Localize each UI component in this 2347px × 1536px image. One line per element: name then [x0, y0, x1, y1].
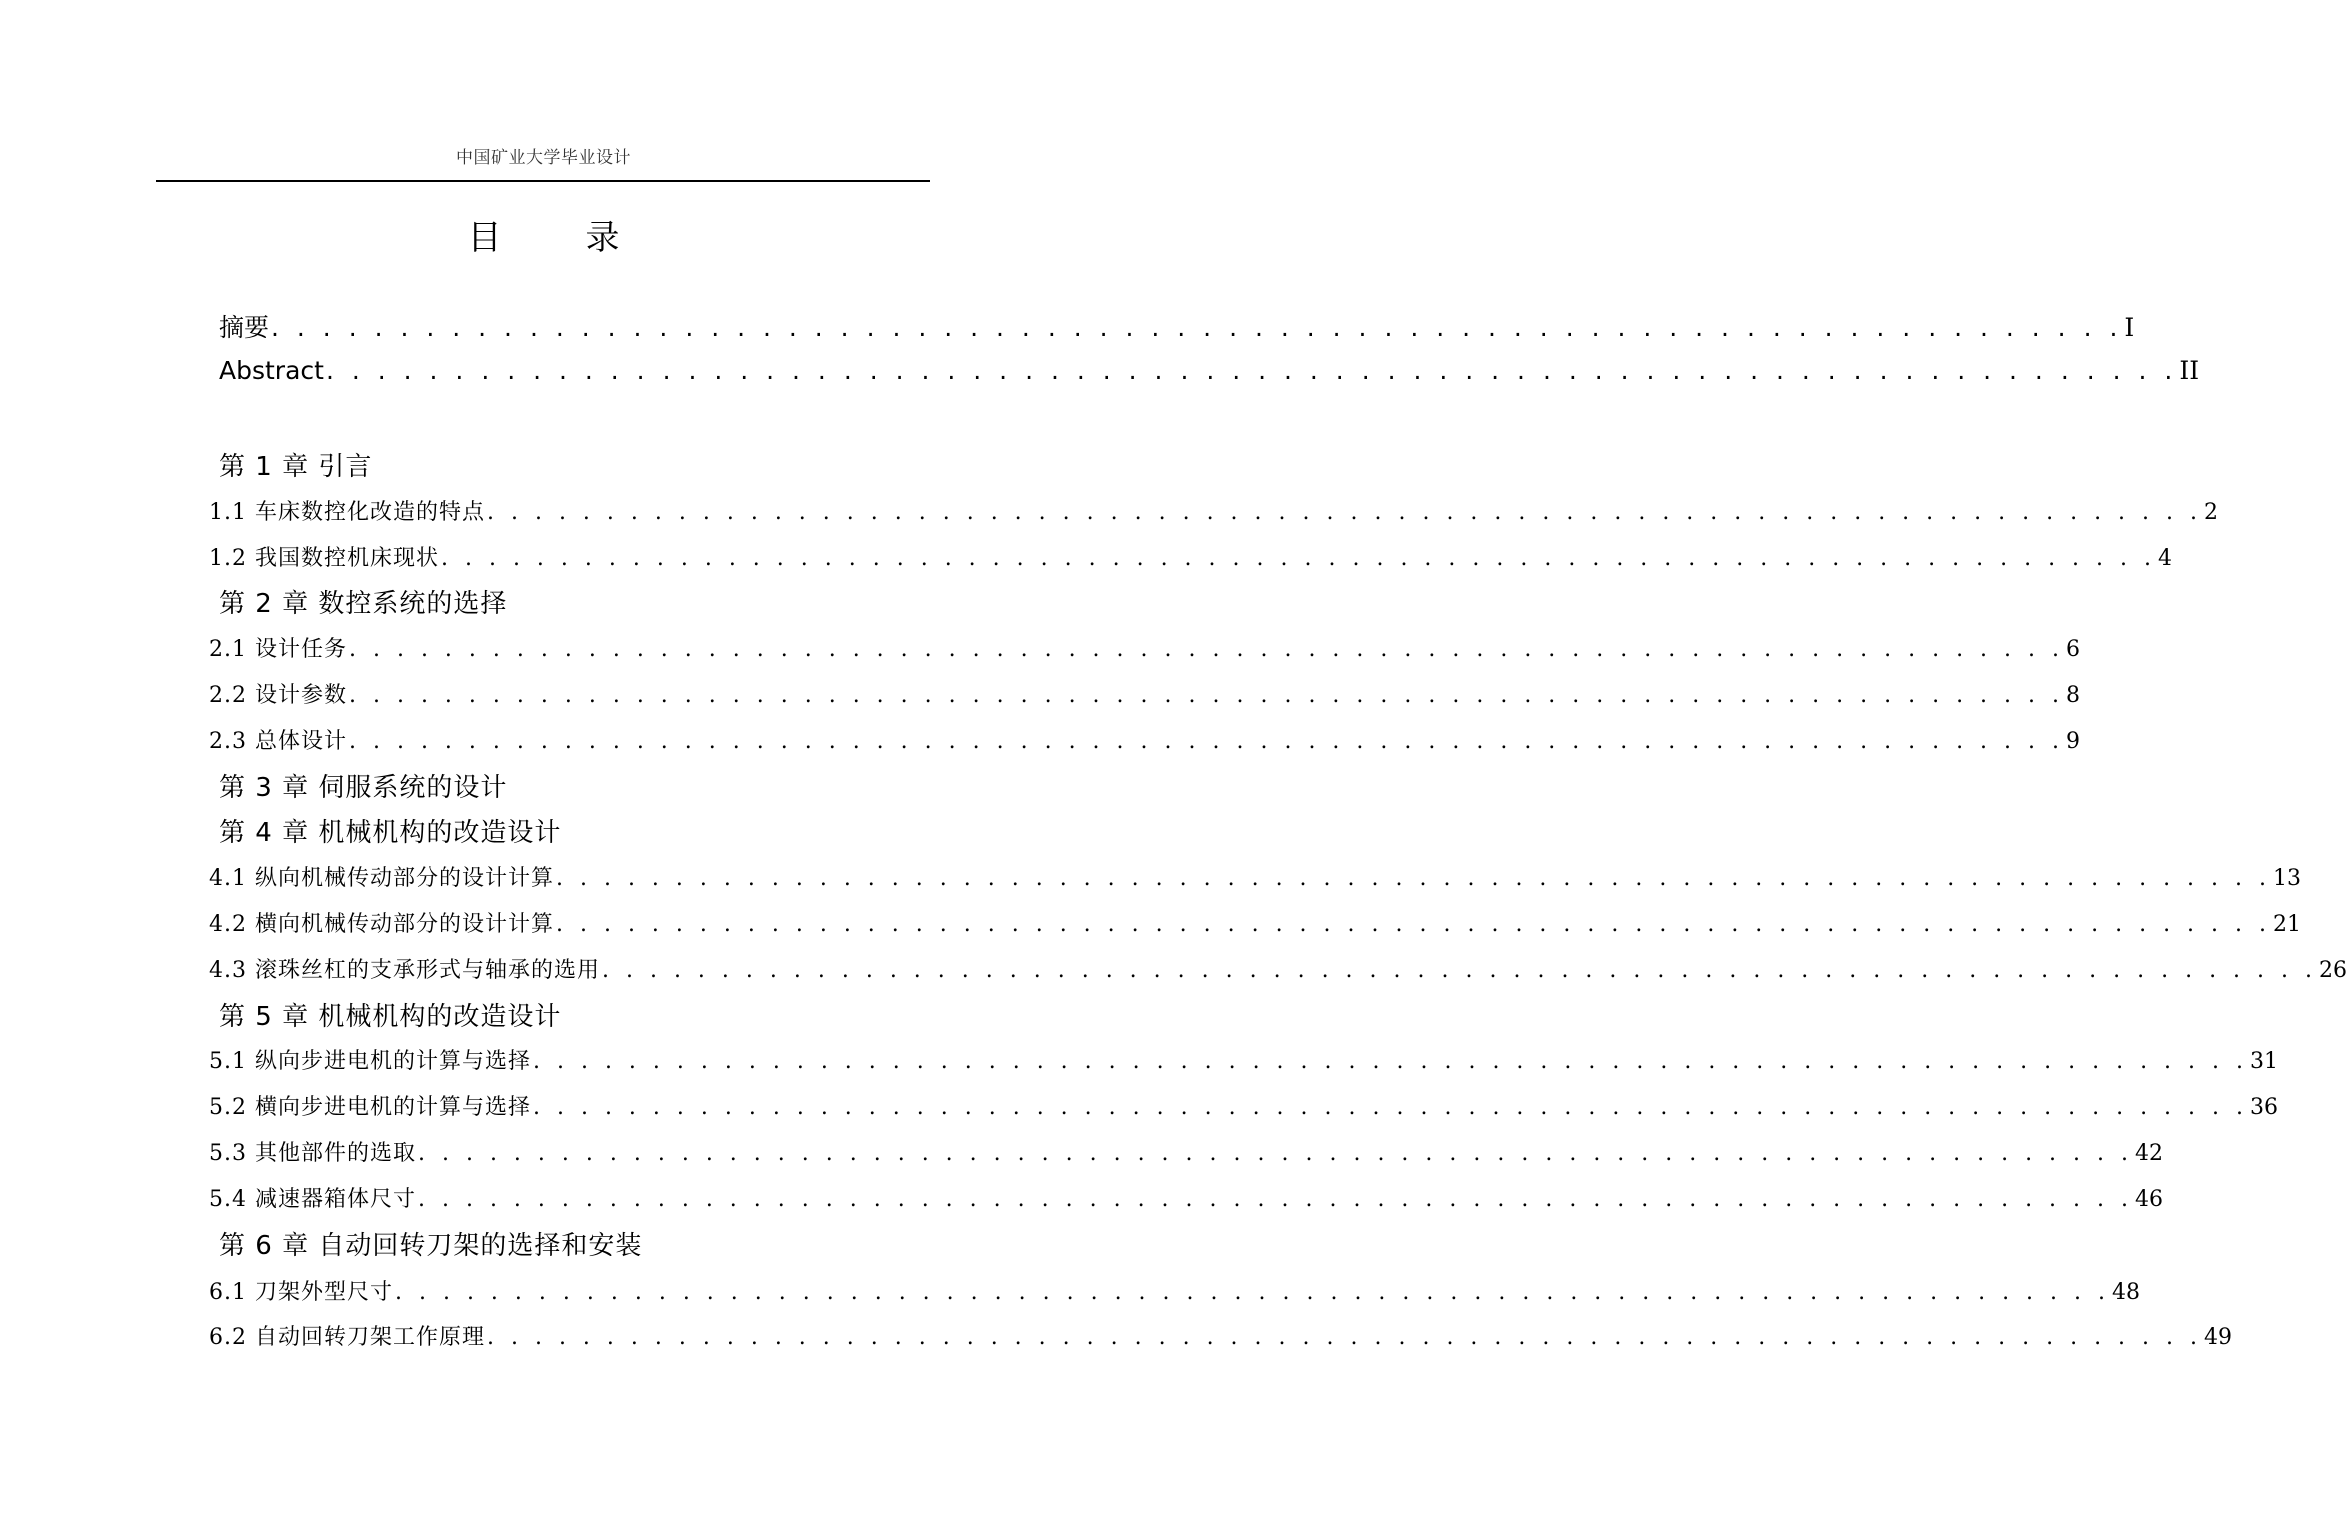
toc-leader-dots: . . . . . . . . . . . . . . . . . . . . . . . . . . . . . . . . . . . . . . . . . . . . . . . . . . . . . . . . . . . . . . . . . . . . . . . . [325, 356, 2178, 385]
toc-entry-label: 摘要 [219, 313, 270, 342]
toc-entry-page-number: I [2124, 313, 2135, 342]
toc-leader-dots: . . . . . . . . . . . . . . . . . . . . . . . . . . . . . . . . . . . . . . . . . . . . . . . . . . . . . . . . . . . . . . . . . . . . . . . . [486, 500, 2203, 525]
toc-front-entry[interactable] [219, 356, 2200, 385]
toc-section-entry[interactable] [209, 1090, 2279, 1121]
toc-entry-label: 4.3 滚珠丝杠的支承形式与轴承的选用 [209, 958, 600, 983]
toc-entry-page-number: 9 [2066, 729, 2081, 754]
toc-chapter-heading[interactable]: 第 5 章 机械机构的改造设计 [219, 1002, 562, 1032]
toc-section-entry[interactable] [209, 1275, 2141, 1306]
toc-entry-label: 1.1 车床数控化改造的特点 [209, 500, 485, 525]
toc-entry-label: 5.2 横向步进电机的计算与选择 [209, 1095, 531, 1120]
toc-entry-page-number: 48 [2112, 1280, 2141, 1305]
toc-entry-label: 6.1 刀架外型尺寸 [209, 1280, 393, 1305]
toc-leader-dots: . . . . . . . . . . . . . . . . . . . . . . . . . . . . . . . . . . . . . . . . . . . . . . . . . . . . . . . . . . . . . . . . . . . . . . . . [601, 958, 2318, 983]
toc-section-entry[interactable] [209, 1044, 2279, 1075]
toc-entry-page-number: 21 [2273, 912, 2302, 937]
toc-leader-dots: . . . . . . . . . . . . . . . . . . . . . . . . . . . . . . . . . . . . . . . . . . . . . . . . . . . . . . . . . . . . . . . . . . . . . . . . [271, 313, 2123, 342]
toc-leader-dots: . . . . . . . . . . . . . . . . . . . . . . . . . . . . . . . . . . . . . . . . . . . . . . . . . . . . . . . . . . . . . . . . . . . . . . . . [348, 683, 2065, 708]
toc-leader-dots: . . . . . . . . . . . . . . . . . . . . . . . . . . . . . . . . . . . . . . . . . . . . . . . . . . . . . . . . . . . . . . . . . . . . . . . . [348, 637, 2065, 662]
toc-entry-label: 5.4 减速器箱体尺寸 [209, 1187, 416, 1212]
toc-title-char-2: 录 [585, 218, 620, 258]
toc-section-entry[interactable] [209, 907, 2302, 938]
toc-section-entry[interactable] [209, 678, 2081, 709]
toc-entry-page-number: 42 [2135, 1141, 2164, 1166]
toc-entry-page-number: 2 [2204, 500, 2219, 525]
toc-section-entry[interactable] [209, 861, 2302, 892]
toc-chapter-heading[interactable]: 第 2 章 数控系统的选择 [219, 589, 508, 619]
toc-entry-page-number: 4 [2158, 546, 2173, 571]
toc-entry-label: 1.2 我国数控机床现状 [209, 546, 439, 571]
toc-leader-dots: . . . . . . . . . . . . . . . . . . . . . . . . . . . . . . . . . . . . . . . . . . . . . . . . . . . . . . . . . . . . . . . . . . . . . . . . [417, 1141, 2134, 1166]
toc-entry-label: 2.2 设计参数 [209, 683, 347, 708]
toc-leader-dots: . . . . . . . . . . . . . . . . . . . . . . . . . . . . . . . . . . . . . . . . . . . . . . . . . . . . . . . . . . . . . . . . . . . . . . . . [394, 1280, 2111, 1305]
toc-entry-page-number: 26 [2319, 958, 2347, 983]
toc-leader-dots: . . . . . . . . . . . . . . . . . . . . . . . . . . . . . . . . . . . . . . . . . . . . . . . . . . . . . . . . . . . . . . . . . . . . . . . . [532, 1095, 2249, 1120]
toc-leader-dots: . . . . . . . . . . . . . . . . . . . . . . . . . . . . . . . . . . . . . . . . . . . . . . . . . . . . . . . . . . . . . . . . . . . . . . . . [417, 1187, 2134, 1212]
toc-entry-page-number: 36 [2250, 1095, 2279, 1120]
toc-section-entry[interactable] [209, 632, 2081, 663]
toc-entry-page-number: 31 [2250, 1049, 2279, 1074]
toc-leader-dots: . . . . . . . . . . . . . . . . . . . . . . . . . . . . . . . . . . . . . . . . . . . . . . . . . . . . . . . . . . . . . . . . . . . . . . . . [532, 1049, 2249, 1074]
toc-entry-page-number: II [2179, 356, 2200, 385]
toc-front-entry[interactable] [219, 308, 2135, 344]
running-header: 中国矿业大学毕业设计 [456, 148, 631, 168]
toc-section-entry[interactable] [209, 724, 2081, 755]
toc-entry-label: Abstract [219, 356, 324, 385]
toc-section-entry[interactable] [209, 1136, 2164, 1167]
toc-chapter-heading[interactable]: 第 6 章 自动回转刀架的选择和安装 [219, 1231, 643, 1261]
toc-chapter-heading[interactable]: 第 4 章 机械机构的改造设计 [219, 818, 562, 848]
toc-chapter-heading[interactable]: 第 1 章 引言 [219, 452, 373, 482]
toc-entry-label: 5.1 纵向步进电机的计算与选择 [209, 1049, 531, 1074]
toc-entry-label: 5.3 其他部件的选取 [209, 1141, 416, 1166]
toc-leader-dots: . . . . . . . . . . . . . . . . . . . . . . . . . . . . . . . . . . . . . . . . . . . . . . . . . . . . . . . . . . . . . . . . . . . . . . . . [440, 546, 2157, 571]
toc-section-entry[interactable] [209, 953, 2347, 984]
toc-chapter-heading[interactable]: 第 3 章 伺服系统的设计 [219, 773, 508, 803]
toc-section-entry[interactable] [209, 1320, 2233, 1351]
toc-entry-label: 2.1 设计任务 [209, 637, 347, 662]
toc-entry-label: 4.1 纵向机械传动部分的设计计算 [209, 866, 554, 891]
toc-entry-page-number: 13 [2273, 866, 2302, 891]
toc-entry-page-number: 46 [2135, 1187, 2164, 1212]
toc-title-char-1: 目 [467, 218, 502, 258]
toc-leader-dots: . . . . . . . . . . . . . . . . . . . . . . . . . . . . . . . . . . . . . . . . . . . . . . . . . . . . . . . . . . . . . . . . . . . . . . . . [486, 1325, 2203, 1350]
toc-entry-label: 4.2 横向机械传动部分的设计计算 [209, 912, 554, 937]
toc-leader-dots: . . . . . . . . . . . . . . . . . . . . . . . . . . . . . . . . . . . . . . . . . . . . . . . . . . . . . . . . . . . . . . . . . . . . . . . . [555, 912, 2272, 937]
toc-entry-label: 6.2 自动回转刀架工作原理 [209, 1325, 485, 1350]
toc-leader-dots: . . . . . . . . . . . . . . . . . . . . . . . . . . . . . . . . . . . . . . . . . . . . . . . . . . . . . . . . . . . . . . . . . . . . . . . . [348, 729, 2065, 754]
toc-entry-page-number: 49 [2204, 1325, 2233, 1350]
toc-entry-page-number: 6 [2066, 637, 2081, 662]
toc-title [0, 210, 1087, 259]
toc-section-entry[interactable] [209, 495, 2219, 526]
toc-entry-label: 2.3 总体设计 [209, 729, 347, 754]
toc-leader-dots: . . . . . . . . . . . . . . . . . . . . . . . . . . . . . . . . . . . . . . . . . . . . . . . . . . . . . . . . . . . . . . . . . . . . . . . . [555, 866, 2272, 891]
toc-section-entry[interactable] [209, 1182, 2164, 1213]
toc-section-entry[interactable] [209, 541, 2173, 572]
toc-entry-page-number: 8 [2066, 683, 2081, 708]
header-rule [156, 180, 930, 182]
